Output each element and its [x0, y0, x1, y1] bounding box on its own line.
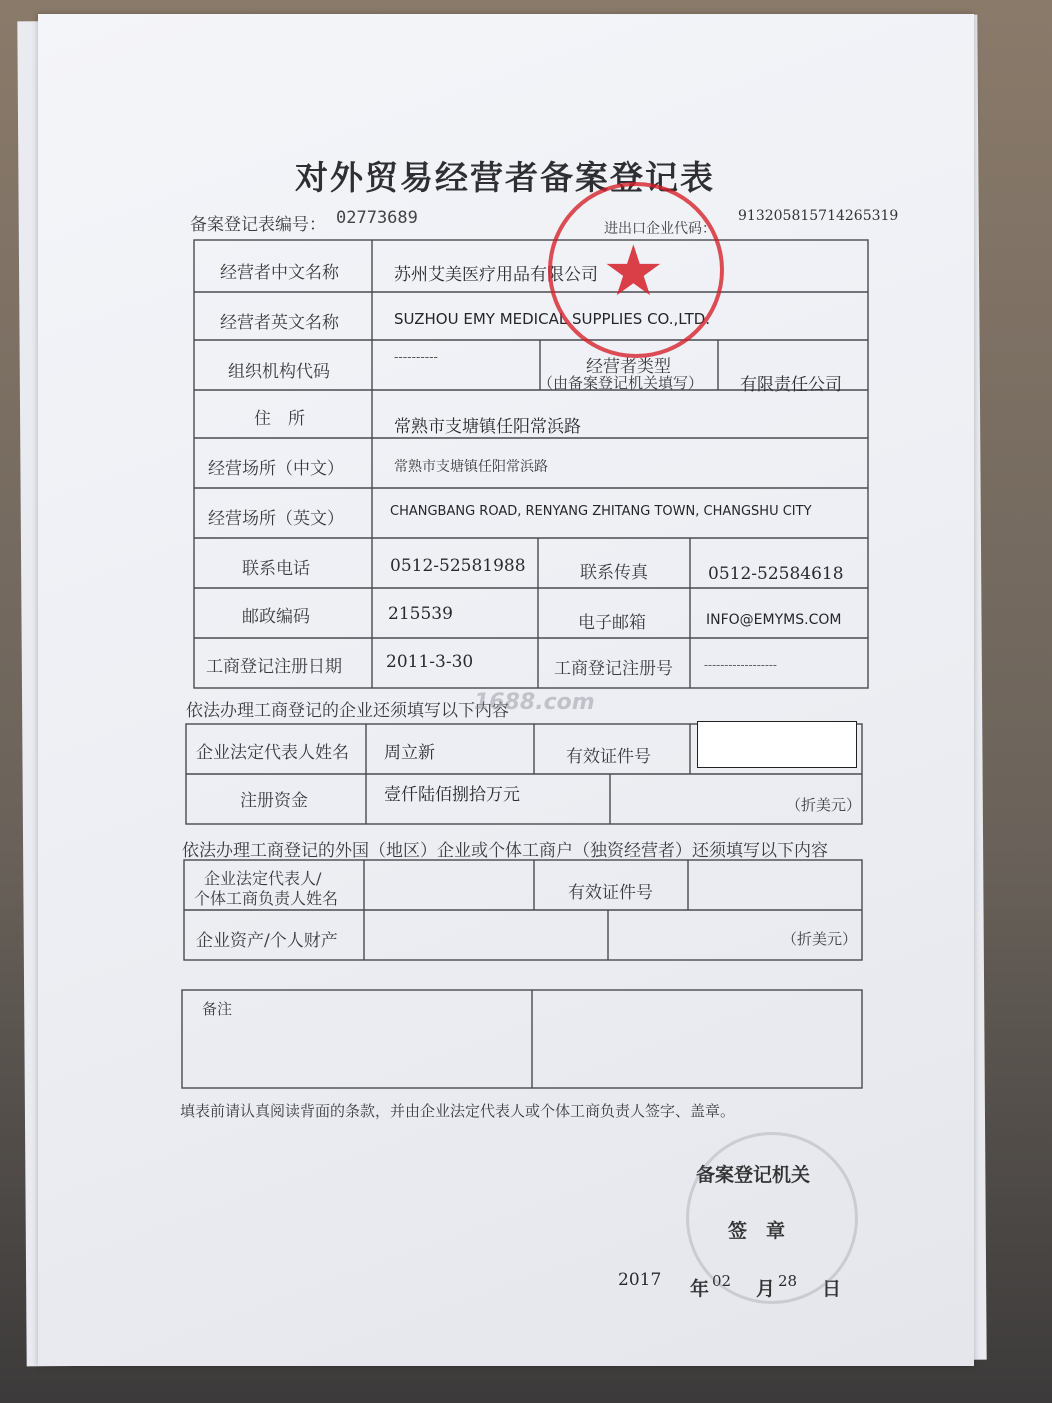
usd-note-1: （折美元）	[786, 796, 862, 814]
capital-value: 壹仟陆佰捌拾万元	[384, 785, 520, 805]
authority-label: 备案登记机关	[696, 1164, 811, 1186]
usd-note-2: （折美元）	[782, 930, 858, 948]
fax-label: 联系传真	[580, 563, 648, 583]
form-title: 对外贸易经营者备案登记表	[295, 158, 715, 197]
cn-name-value: 苏州艾美医疗用品有限公司	[394, 265, 598, 285]
cn-name-label: 经营者中文名称	[220, 263, 339, 283]
legal-rep-label: 企业法定代表人姓名	[196, 743, 349, 763]
seal-label: 签 章	[728, 1220, 786, 1242]
date-year-unit: 年	[690, 1278, 710, 1300]
zip-value: 215539	[388, 604, 453, 624]
en-name-label: 经营者英文名称	[220, 313, 339, 333]
org-code-label: 组织机构代码	[228, 362, 330, 382]
reg-no-value: ------------------	[704, 658, 777, 672]
site-cn-value: 常熟市支塘镇任阳常浜路	[394, 459, 548, 475]
watermark: 1688.com	[474, 690, 595, 715]
site-en-value: CHANGBANG ROAD, RENYANG ZHITANG TOWN, CHANGSHU CITY	[390, 504, 812, 519]
customs-code-label: 进出口企业代码：	[604, 221, 716, 237]
fax-value: 0512-52584618	[708, 564, 844, 584]
date-month: 02	[712, 1272, 732, 1290]
section1-heading: 依法办理工商登记的企业还须填写以下内容	[186, 701, 509, 721]
date-month-unit: 月	[756, 1278, 776, 1300]
en-name-value: SUZHOU EMY MEDICAL SUPPLIES CO.,LTD.	[394, 310, 711, 328]
reg-date-label: 工商登记注册日期	[206, 657, 342, 677]
customs-code-value: 913205815714265319	[738, 208, 899, 224]
foreign-rep-label-1: 企业法定代表人/	[204, 869, 322, 888]
seal-star-icon: ★	[602, 230, 665, 312]
reg-date-value: 2011-3-30	[386, 652, 474, 672]
phone-value: 0512-52581988	[390, 556, 526, 576]
reg-no-label: 工商登记注册号	[554, 659, 673, 679]
phone-label: 联系电话	[242, 559, 310, 579]
operator-type-value: 有限责任公司	[740, 375, 842, 395]
form-number-label: 备案登记表编号：	[190, 215, 326, 235]
company-seal	[548, 182, 724, 358]
id-number-label: 有效证件号	[566, 747, 651, 767]
assets-label: 企业资产/个人财产	[196, 931, 338, 951]
section2-heading: 依法办理工商登记的外国（地区）企业或个体工商户（独资经营者）还须填写以下内容	[182, 841, 828, 861]
foreign-rep-label-2: 个体工商负责人姓名	[194, 889, 339, 908]
capital-label: 注册资金	[240, 791, 308, 811]
footer-note: 填表前请认真阅读背面的条款，并由企业法定代表人或个体工商负责人签字、盖章。	[180, 1102, 736, 1120]
operator-type-label-1: 经营者类型	[586, 357, 671, 377]
operator-type-label-2: （由备案登记机关填写）	[538, 374, 704, 392]
date-day-unit: 日	[822, 1278, 842, 1300]
date-day: 28	[778, 1272, 798, 1290]
authority-seal	[686, 1132, 858, 1304]
email-label: 电子邮箱	[578, 613, 646, 633]
org-code-value: ----------	[394, 350, 438, 365]
site-cn-label: 经营场所（中文）	[208, 459, 344, 479]
email-value: INFO@EMYMS.COM	[706, 612, 842, 628]
legal-rep-value: 周立新	[384, 743, 435, 763]
date-year: 2017	[618, 1270, 662, 1290]
redacted-id-box	[697, 721, 857, 768]
site-en-label: 经营场所（英文）	[208, 509, 344, 529]
address-value: 常熟市支塘镇任阳常浜路	[394, 417, 581, 437]
zip-label: 邮政编码	[242, 607, 310, 627]
form-number-value: 02773689	[336, 208, 418, 228]
foreign-id-label: 有效证件号	[568, 883, 653, 903]
remarks-label: 备注	[202, 1000, 233, 1018]
address-label: 住 所	[254, 409, 305, 429]
